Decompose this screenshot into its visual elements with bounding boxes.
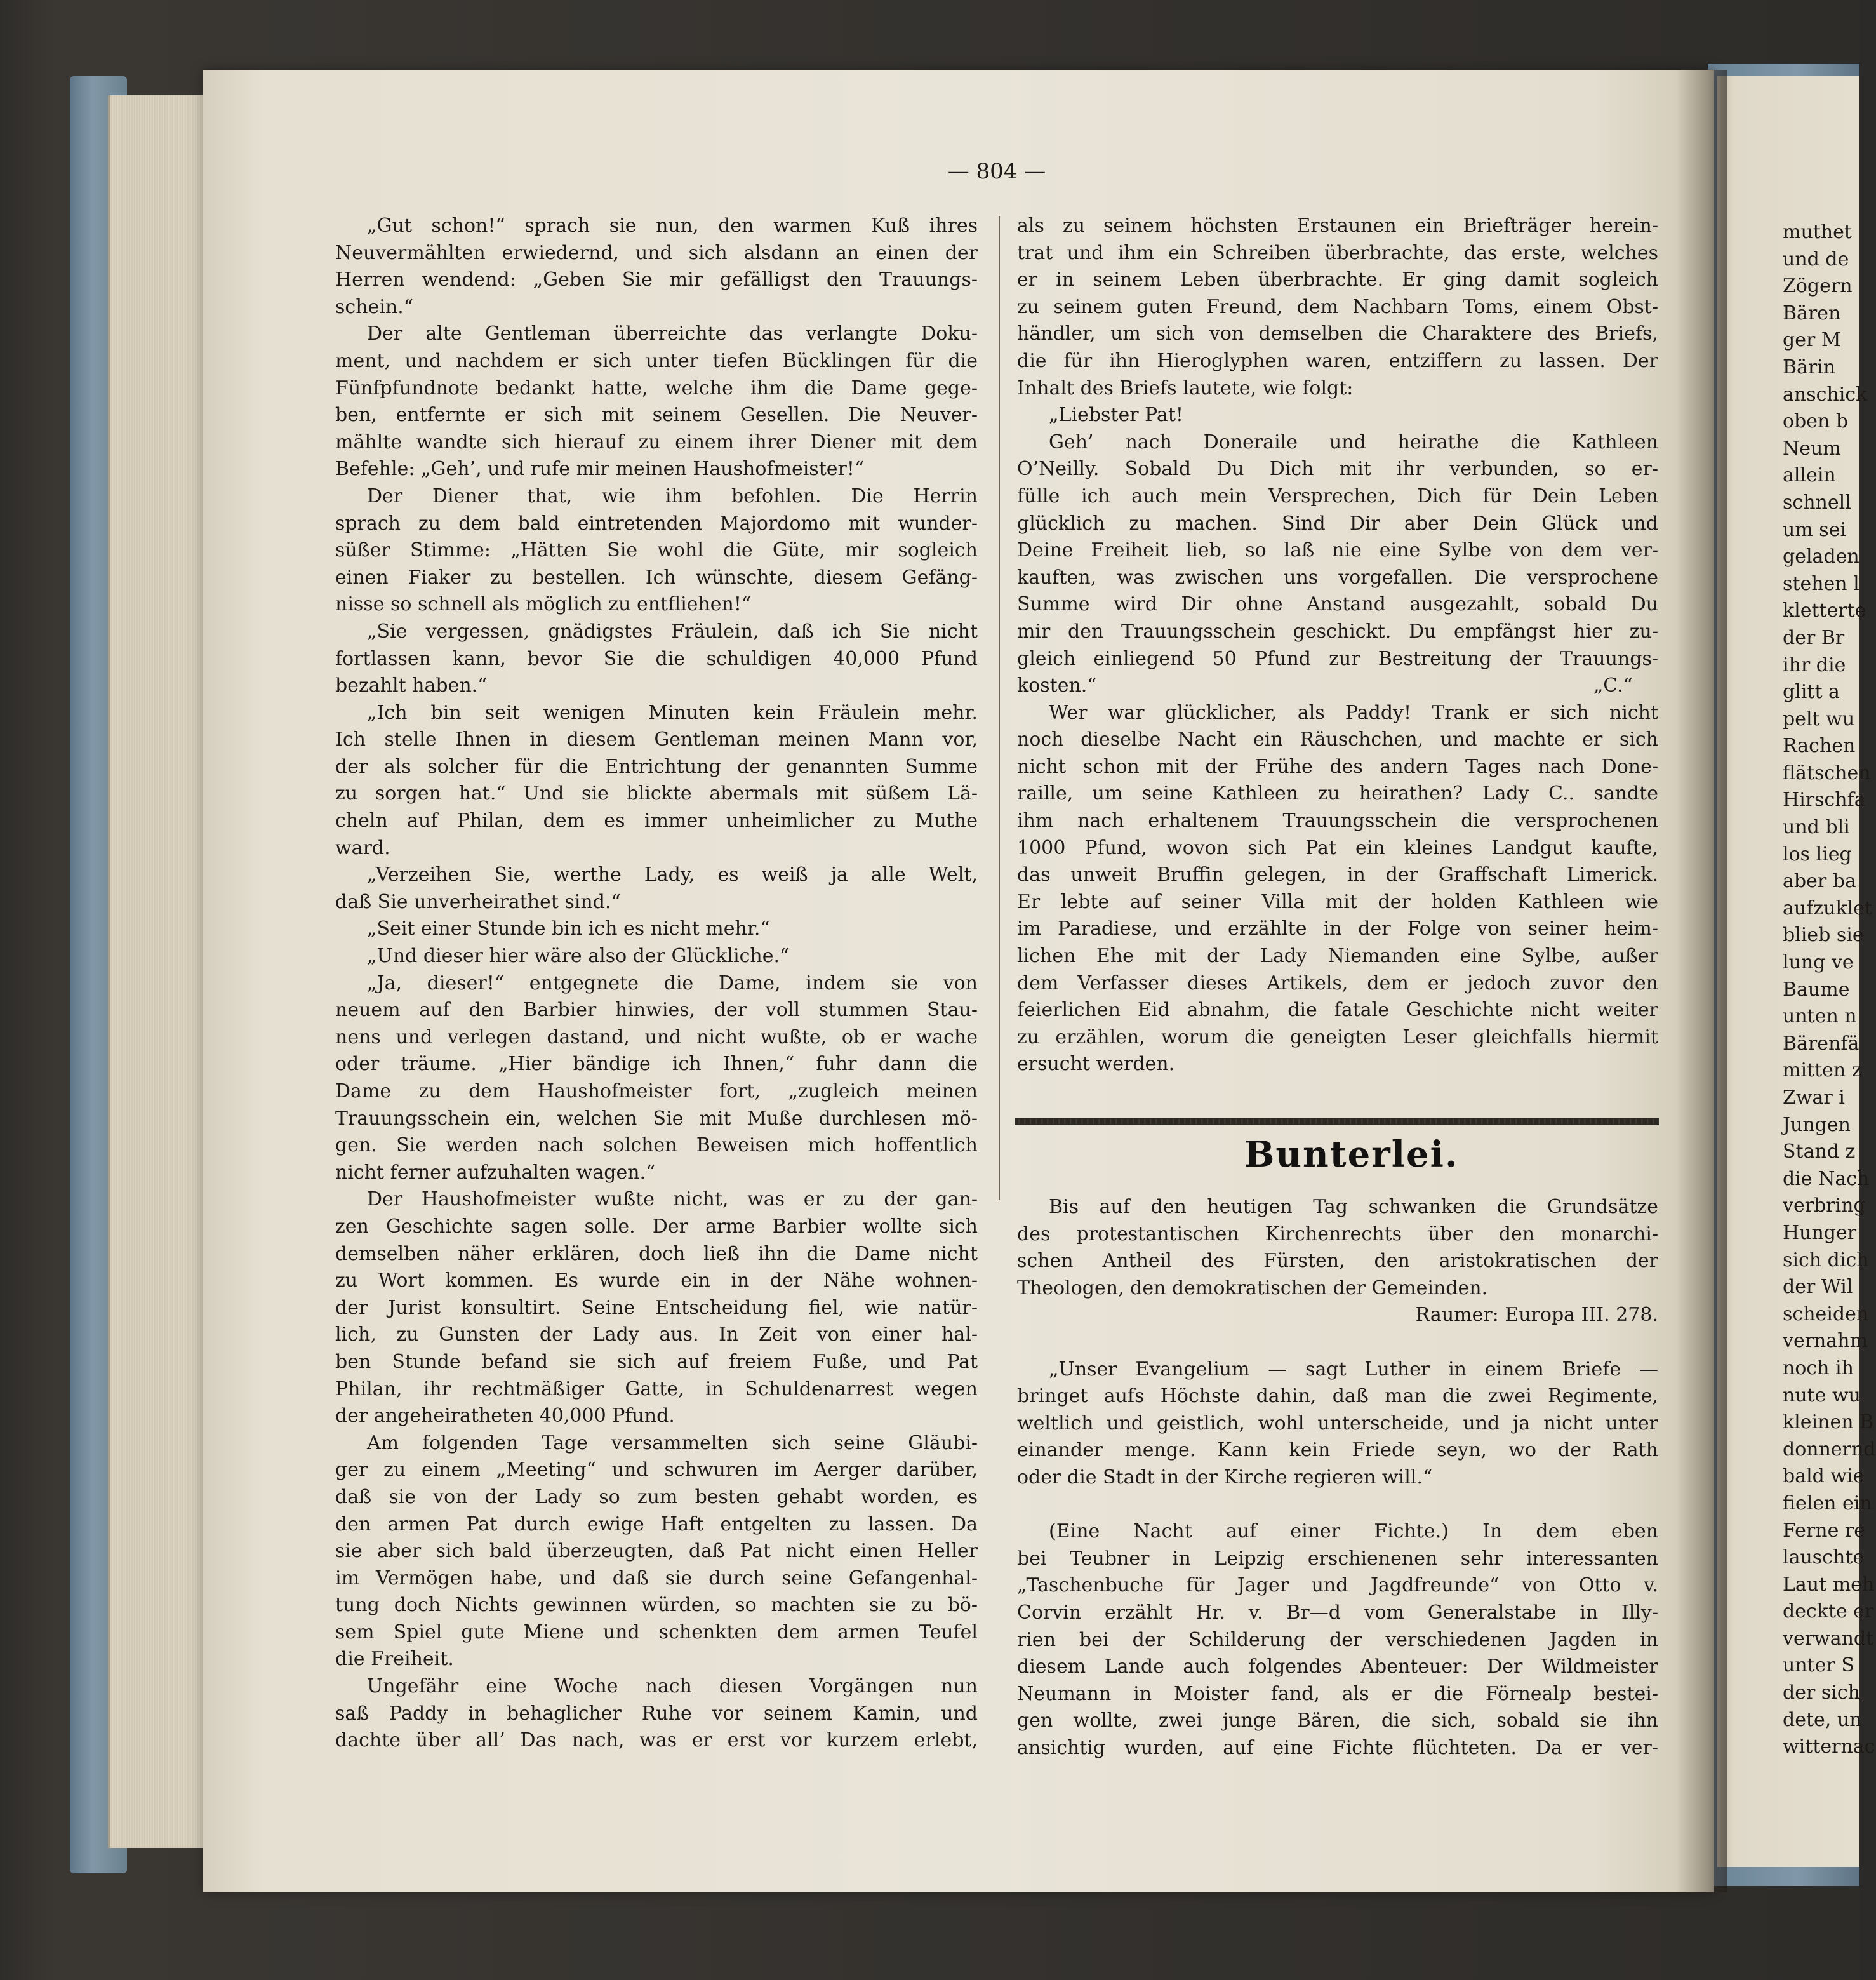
fragment-line: stehen l xyxy=(1783,572,1859,595)
text-line: Dame zu dem Haushofmeister fort, „zugleich meinen xyxy=(335,1080,978,1102)
text-line: als zu seinem höchsten Erstaunen ein Briefträger herein- xyxy=(1017,215,1658,237)
text-line: lich, zu Gunsten der Lady aus. In Zeit von einer hal- xyxy=(335,1323,978,1346)
text-line: zu erzählen, worum die geneigten Leser gleichfalls hiermit xyxy=(1017,1026,1658,1048)
fragment-line: ger M xyxy=(1783,329,1841,352)
fragment-line: kleinen B xyxy=(1783,1411,1874,1434)
fragment-line: dete, un xyxy=(1783,1708,1862,1731)
text-line: Der Diener that, wie ihm befohlen. Die Herrin xyxy=(367,485,978,507)
text-line: Deine Freiheit lieb, so laß nie eine Sylbe von dem ver- xyxy=(1017,539,1658,562)
text-line: gen. Sie werden nach solchen Beweisen mich hoffentlich xyxy=(335,1134,978,1157)
text-line: dachte über all’ Das nach, was er erst vor kurzem erlebt, xyxy=(335,1729,978,1752)
fragment-line: lung ve xyxy=(1783,951,1854,974)
text-line: Am folgenden Tage versammelten sich seine Gläubi- xyxy=(367,1431,978,1454)
right-column-section xyxy=(1017,1194,1658,1762)
text-line: sprach zu dem bald eintretenden Majordomo mit wunder- xyxy=(335,512,978,535)
fragment-line: Stand z xyxy=(1783,1141,1856,1163)
text-line: „Seit einer Stunde bin ich es nicht mehr.“ xyxy=(367,918,770,940)
text-line: feierlichen Eid abnahm, die fatale Geschichte nicht weiter xyxy=(1017,999,1658,1022)
fragment-line: und de xyxy=(1783,248,1849,271)
text-line: nicht schon mit der Frühe des andern Tages nach Done- xyxy=(1017,755,1658,778)
text-line: Fünfpfundnote bedankt hatte, welche ihm die Dame gege- xyxy=(335,377,978,399)
text-line: Theologen, den demokratischen der Gemeinden. xyxy=(1017,1276,1488,1299)
text-line: „Sie vergessen, gnädigstes Fräulein, daß ich Sie nicht xyxy=(367,620,978,643)
fragment-line: Rachen xyxy=(1783,735,1856,758)
text-line: daß sie von der Lady so zum besten gehabt worden, es xyxy=(335,1485,978,1508)
text-line: bringet aufs Höchste dahin, daß man die zwei Regimente, xyxy=(1017,1385,1658,1408)
text-line: glücklich zu machen. Sind Dir aber Dein Glück und xyxy=(1017,512,1658,535)
text-line: daß Sie unverheirathet sind.“ xyxy=(335,890,621,913)
fragment-line: aber ba xyxy=(1783,870,1856,893)
fragment-line: schnell xyxy=(1783,491,1851,514)
text-line: ben, entfernte er sich mit seinem Gesellen. Die Neuver- xyxy=(335,404,978,427)
fragment-line: und bli xyxy=(1783,816,1850,839)
text-line: mir den Trauungsschein geschickt. Du empfängst hier zu- xyxy=(1017,620,1658,643)
text-line: ward. xyxy=(335,836,390,859)
section-rule xyxy=(1015,1118,1659,1125)
text-line: gen wollte, zwei junge Bären, die sich, sobald sie ihn xyxy=(1017,1709,1658,1732)
text-line: zu seinem guten Freund, dem Nachbarn Toms, einem Obst- xyxy=(1017,295,1658,318)
fragment-line: verbring xyxy=(1783,1194,1866,1217)
text-line: Ich stelle Ihnen in diesem Gentleman meinen Mann vor, xyxy=(335,728,978,751)
text-line: zu Wort kommen. Es wurde ein in der Nähe wohnen- xyxy=(335,1269,978,1292)
text-line: der angeheiratheten 40,000 Pfund. xyxy=(335,1405,675,1428)
text-line: trat und ihm ein Schreiben überbrachte, das erste, welches xyxy=(1017,241,1658,264)
fragment-line: Baume xyxy=(1783,978,1850,1001)
text-line: lichen Ehe mit der Lady Niemanden eine Sylbe, außer xyxy=(1017,945,1658,968)
text-line: zen Geschichte sagen solle. Der arme Barbier wollte sich xyxy=(335,1215,978,1238)
fragment-line: lauschte xyxy=(1783,1546,1865,1569)
section-title: Bunterlei. xyxy=(1244,1134,1459,1175)
text-line xyxy=(1017,1329,1658,1356)
text-line: O’Neilly. Sobald Du Dich mit ihr verbunden, so er- xyxy=(1017,458,1658,481)
text-line: dem Verfasser dieses Artikels, dem er jedoch zuvor den xyxy=(1017,972,1658,994)
text-line xyxy=(1017,1492,1658,1519)
fragment-line: donnernd xyxy=(1783,1438,1876,1461)
text-line: nicht ferner aufzuhalten wagen.“ xyxy=(335,1161,656,1184)
fragment-line: mitten z xyxy=(1783,1059,1862,1082)
text-line: Der Haushofmeister wußte nicht, was er zu der gan- xyxy=(367,1188,978,1211)
fragment-line: Bären xyxy=(1783,302,1841,324)
text-line: die Freiheit. xyxy=(335,1648,454,1671)
text-line: das unweit Bruffin gelegen, in der Graffschaft Limerick. xyxy=(1017,864,1658,886)
text-line: nisse so schnell als möglich zu entfliehen!“ xyxy=(335,593,752,616)
fragment-line: scheiden xyxy=(1783,1302,1869,1325)
text-line: ben Stunde befand sie sich auf freiem Fuße, und Pat xyxy=(335,1350,978,1373)
fragment-line: sich dich xyxy=(1783,1248,1869,1271)
fragment-line: witternac xyxy=(1783,1736,1875,1758)
text-line: „Liebster Pat! xyxy=(1049,404,1183,427)
text-line: Wer war glücklicher, als Paddy! Trank er sich nicht xyxy=(1049,701,1658,724)
left-column xyxy=(335,213,978,1755)
text-line: ihm nach erhaltenem Trauungsschein die versprochenen xyxy=(1017,810,1658,833)
text-line: ger zu einem „Meeting“ und schwuren im Aerger darüber, xyxy=(335,1459,978,1482)
fragment-line: Bärenfä xyxy=(1783,1032,1859,1055)
text-line: Ungefähr eine Woche nach diesen Vorgängen nun xyxy=(367,1675,978,1698)
text-line: Philan, ihr rechtmäßiger Gatte, in Schuldenarrest wegen xyxy=(335,1377,978,1400)
fragment-line: Jungen xyxy=(1783,1113,1851,1136)
text-line: nens und verlegen dastand, und nicht wußte, ob er wache xyxy=(335,1026,978,1048)
fragment-line: muthet xyxy=(1783,221,1852,243)
text-line: schein.“ xyxy=(335,295,414,318)
text-line: händler, um sich von demselben die Charaktere des Briefs, xyxy=(1017,323,1658,345)
text-line: kauften, was zwischen uns vorgefallen. Die versprochene xyxy=(1017,566,1658,589)
fragment-line: glitt a xyxy=(1783,681,1840,704)
fragment-line: Zwar i xyxy=(1783,1087,1845,1109)
text-line: sem Spiel gute Miene und schenkten dem armen Teufel xyxy=(335,1621,978,1643)
text-line: 1000 Pfund, wovon sich Pat ein kleines Landgut kaufte, xyxy=(1017,836,1658,859)
fragment-line: pelt wu xyxy=(1783,707,1855,730)
fragment-line: blieb sie xyxy=(1783,924,1864,947)
text-line: im Paradiese, und erzählte in der Folge von seiner heim- xyxy=(1017,918,1658,940)
text-line: schen Antheil des Fürsten, den aristokratischen der xyxy=(1017,1250,1658,1273)
text-line: gleich einliegend 50 Pfund zur Bestreitung der Trauungs- xyxy=(1017,647,1658,670)
text-line: Corvin erzählt Hr. v. Br—d vom Generalstabe in Illy- xyxy=(1017,1601,1658,1624)
letter-signature: „C.“ xyxy=(1593,674,1633,697)
text-line: demselben näher erklären, doch ließ ihn die Dame nicht xyxy=(335,1242,978,1265)
fragment-line: um sei xyxy=(1783,518,1847,541)
text-line: Neumann in Moister fand, als er die Förnealp bestei- xyxy=(1017,1682,1658,1705)
text-line: sie aber sich bald überzeugten, daß Pat nicht einen Heller xyxy=(335,1540,978,1563)
text-line: weltlich und geistlich, wohl unterscheide, und ja nicht unter xyxy=(1017,1412,1658,1435)
fragment-line: Hunger xyxy=(1783,1221,1857,1244)
fragment-line: deckte er xyxy=(1783,1600,1874,1623)
fragment-line: kletterte xyxy=(1783,599,1866,622)
fragment-line: der sich xyxy=(1783,1682,1860,1704)
text-line xyxy=(1017,672,1658,700)
text-line: Neuvermählten erwiedernd, und sich alsdann an einen der xyxy=(335,241,978,264)
fragment-line: Bärin xyxy=(1783,356,1836,378)
fragment-line: Laut meh xyxy=(1783,1573,1875,1596)
text-line: süßer Stimme: „Hätten Sie wohl die Güte, mir sogleich xyxy=(335,539,978,562)
fragment-line: geladen xyxy=(1783,545,1859,568)
fragment-line: der Br xyxy=(1783,626,1845,649)
right-page-fragment xyxy=(1783,219,1876,1761)
text-line: ersucht werden. xyxy=(1017,1053,1175,1076)
text-line: im Vermögen habe, und daß sie durch seine Gefangenhal- xyxy=(335,1567,978,1589)
text-line: tung doch Nichts gewinnen würden, so machten sie zu bö- xyxy=(335,1594,978,1617)
text-line: zu sorgen hat.“ Und sie blickte abermals mit süßem Lä- xyxy=(335,782,978,805)
text-line: bezahlt haben.“ xyxy=(335,674,488,697)
text-line: einen Fiaker zu bestellen. Ich wünschte, diesem Gefäng- xyxy=(335,566,978,589)
text-line: „Ich bin seit wenigen Minuten kein Fräulein mehr. xyxy=(367,701,978,724)
text-line: der als solcher für die Entrichtung der genannten Summe xyxy=(335,755,978,778)
text-line: bei Teubner in Leipzig erschienenen sehr interessanten xyxy=(1017,1547,1658,1570)
text-line: oder die Stadt in der Kirche regieren will.“ xyxy=(1017,1466,1433,1488)
fragment-line: allein xyxy=(1783,464,1836,487)
fragment-line: flätschen xyxy=(1783,761,1871,784)
text-line: neuem auf den Barbier hinwies, der voll stummen Stau- xyxy=(335,999,978,1022)
text-line: Inhalt des Briefs lautete, wie folgt: xyxy=(1017,377,1354,399)
text-line: ment, und nachdem er sich unter tiefen Bücklingen für die xyxy=(335,349,978,372)
text-line: cheln auf Philan, dem es immer unheimlicher zu Muthe xyxy=(335,810,978,833)
fragment-line: der Wil xyxy=(1783,1276,1853,1299)
fragment-line: ihr die xyxy=(1783,653,1846,676)
fragment-line: unter S xyxy=(1783,1654,1854,1677)
fragment-line: nute wu xyxy=(1783,1384,1861,1407)
text-line: rien bei der Schilderung der verschiedenen Jagden in xyxy=(1017,1628,1658,1651)
text-line: einander menge. Kann kein Friede seyn, wo der Rath xyxy=(1017,1439,1658,1462)
column-divider xyxy=(999,216,1000,1200)
text-line: die für ihn Hieroglyphen waren, entziffern zu lassen. Der xyxy=(1017,349,1658,372)
fragment-line: noch ih xyxy=(1783,1356,1854,1379)
text-line: saß Paddy in behaglicher Ruhe vor seinem Kamin, und xyxy=(335,1702,978,1725)
text-line: (Eine Nacht auf einer Fichte.) In dem eben xyxy=(1049,1520,1658,1543)
text-line: fülle ich auch mein Versprechen, Dich für Dein Leben xyxy=(1017,485,1658,507)
text-line: „Gut schon!“ sprach sie nun, den warmen Kuß ihres xyxy=(367,215,978,237)
text-line: raille, um seine Kathleen zu heirathen? Lady C.. sandte xyxy=(1017,782,1658,805)
fragment-line: Zögern xyxy=(1783,275,1853,298)
text-line: Summe wird Dir ohne Anstand ausgezahlt, sobald Du xyxy=(1017,593,1658,616)
fragment-line: oben b xyxy=(1783,410,1849,433)
page-number: — 804 — xyxy=(947,159,1046,184)
text-line: „Taschenbuche für Jager und Jagdfreunde“ von Otto v. xyxy=(1017,1574,1658,1597)
fragment-line: verwandt xyxy=(1783,1627,1874,1650)
fragment-line: unten n xyxy=(1783,1005,1857,1028)
text-line: Herren wendend: „Geben Sie mir gefälligst den Trauungs- xyxy=(335,269,978,291)
text-line: „Und dieser hier wäre also der Glückliche.“ xyxy=(367,945,790,968)
text-line: er in seinem Leben überbrachte. Er ging damit sogleich xyxy=(1017,269,1658,291)
text-line: oder träume. „Hier bändige ich Ihnen,“ fuhr dann die xyxy=(335,1053,978,1076)
text-line: fortlassen kann, bevor Sie die schuldigen 40,000 Pfund xyxy=(335,647,978,670)
fragment-line: aufzuklet xyxy=(1783,897,1873,920)
text-line: diesem Lande auch folgendes Abenteuer: Der Wildmeister xyxy=(1017,1656,1658,1678)
text-line: „Ja, dieser!“ entgegnete die Dame, indem sie von xyxy=(367,972,978,994)
fragment-line: Neum xyxy=(1783,437,1841,460)
fragment-line: anschick xyxy=(1783,383,1868,406)
fragment-line: bald wie xyxy=(1783,1465,1865,1488)
text-line: Befehle: „Geh’, und rufe mir meinen Haushofmeister!“ xyxy=(335,458,865,481)
fragment-line: vernahm xyxy=(1783,1330,1868,1353)
fragment-line: Ferne re xyxy=(1783,1519,1865,1542)
text-line: Raumer: Europa III. 278. xyxy=(1415,1304,1658,1327)
text-line: Er lebte auf seiner Villa mit der holden Kathleen wie xyxy=(1017,890,1658,913)
right-column xyxy=(1017,213,1658,1078)
text-line: Trauungsschein ein, welchen Sie mit Muße durchlesen mö- xyxy=(335,1107,978,1130)
fragment-line: los lieg xyxy=(1783,843,1852,866)
text-line: Geh’ nach Doneraile und heirathe die Kathleen xyxy=(1049,431,1658,453)
text-line: „Unser Evangelium — sagt Luther in einem Briefe — xyxy=(1049,1358,1658,1381)
text-line: mählte wandte sich hierauf zu einem ihrer Diener mit dem xyxy=(335,431,978,453)
fragment-line: die Nach xyxy=(1783,1167,1870,1190)
text-line-content: kosten.“ xyxy=(1017,674,1097,697)
text-line: ansichtig wurden, auf eine Fichte flüchteten. Da er ver- xyxy=(1017,1736,1658,1759)
text-line: Der alte Gentleman überreichte das verlangte Doku- xyxy=(367,323,978,345)
text-line: des protestantischen Kirchenrechts über den monarchi- xyxy=(1017,1222,1658,1245)
text-line: „Verzeihen Sie, werthe Lady, es weiß ja alle Welt, xyxy=(367,864,978,886)
text-line: der Jurist konsultirt. Seine Entscheidung fiel, wie natür- xyxy=(335,1296,978,1319)
fragment-line: fielen ein xyxy=(1783,1492,1872,1515)
text-line: noch dieselbe Nacht ein Räuschchen, und machte er sich xyxy=(1017,728,1658,751)
text-line: den armen Pat durch ewige Haft entgelten zu lassen. Da xyxy=(335,1513,978,1535)
text-line: Bis auf den heutigen Tag schwanken die Grundsätze xyxy=(1049,1196,1658,1218)
fragment-line: Hirschfa xyxy=(1783,789,1866,812)
book-gutter-shadow xyxy=(1676,70,1727,1892)
